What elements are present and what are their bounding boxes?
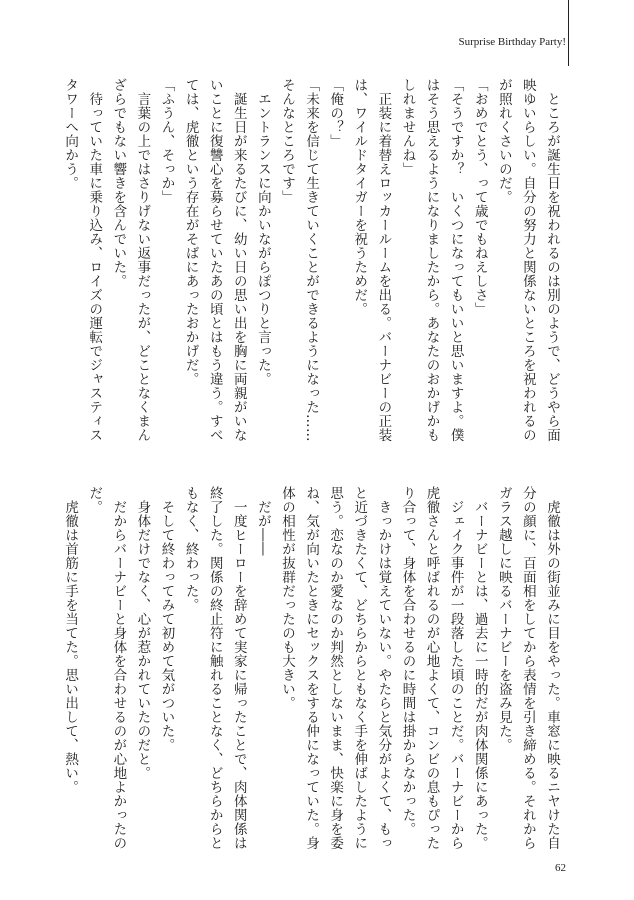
text-line: 思う。恋なのか愛なのか判然としないまま、快楽に身を委 [327, 486, 344, 850]
text-line: ジェイク事件が一段落した頃のことだ。バーナビーから [447, 486, 464, 850]
text-line: だ。 [86, 486, 103, 514]
running-header: Surprise Birthday Party! [458, 36, 566, 48]
header-rule [568, 0, 569, 66]
text-line: だが―― [254, 486, 271, 556]
text-line: と近づきたくて、どちらからともなく手を伸ばしたように [351, 486, 368, 850]
text-line: 映ゆいらしい。自分の努力と関係ないところを祝われるの [519, 78, 536, 442]
text-line: もなく、終わった。 [182, 486, 199, 612]
text-line: ざらでもない響きを含んでいた。 [110, 78, 127, 288]
text-line: そんなところです」 [278, 78, 295, 204]
text-line: 「おめでとう、って歳でもねえしさ」 [471, 78, 488, 316]
text-line: 「未来を信じて生きていくことができるようになった…… [303, 78, 320, 442]
text-line: エントランスに向かいながらぽつりと言った。 [254, 78, 271, 386]
upper-text-block [62, 78, 564, 442]
text-line: 「ふうん、そっか」 [158, 78, 175, 204]
text-line: 分の顔に、百面相をしてから表情を引き締める。それから [519, 486, 536, 850]
text-line: いことに復讐心を募らせていたあの頃とはもう違う。すべ [206, 78, 223, 442]
text-line: ね、気が向いたときにセックスをする仲になっていた。身 [303, 486, 320, 850]
text-line: 「そうですか？ いくつになってもいいと思いますよ。僕 [447, 78, 464, 442]
text-line: ガラス越しに映るバーナビーを盗み見た。 [495, 486, 512, 752]
text-line: が照れくさいのだ。 [495, 78, 512, 204]
text-line: 正装に着替えロッカールームを出る。バーナビーの正装 [375, 78, 392, 442]
text-line: しれませんね」 [399, 78, 416, 176]
page-number: 62 [555, 862, 566, 874]
text-line: 身体だけでなく、心が惹かれていたのだと。 [134, 486, 151, 780]
text-line: 終了した。関係の終止符に触れることなく、どちらからと [206, 486, 223, 850]
text-line: は、ワイルドタイガーを祝うためだ。 [351, 78, 368, 316]
text-line: り合って、身体を合わせるのに時間は掛からなかった。 [399, 486, 416, 836]
text-line: 一度ヒーローを辞めて実家に帰ったことで、肉体関係は [230, 486, 247, 850]
text-line: 虎徹は外の街並みに目をやった。車窓に映るニヤけた自 [544, 486, 560, 850]
text-line: タワーへ向かう。 [62, 78, 79, 190]
lower-text-block [62, 486, 564, 850]
text-line: 体の相性が抜群だったのも大きい。 [278, 486, 295, 710]
text-line: ところが誕生日を祝われるのは別のようで、どうやら面 [544, 78, 560, 442]
text-line: 誕生日が来るたびに、幼い日の思い出を胸に両親がいな [230, 78, 247, 442]
text-line: 待っていた車に乗り込み、ロイズの運転でジャスティス [86, 78, 103, 442]
text-line: そして終わってみて初めて気がついた。 [158, 486, 175, 752]
text-line: はそう思えるようになりましたから。あなたのおかげかも [423, 78, 440, 442]
text-line: 言葉の上ではさりげない返事だったが、どことなくまん [134, 78, 151, 442]
text-line: きっかけは覚えていない。やたらと気分がよくて、もっ [375, 486, 392, 850]
text-line: 虎徹さんと呼ばれるのが心地よくて、コンビの息もぴった [423, 486, 440, 850]
text-line: バーナビーとは、過去に一時的だが肉体関係にあった。 [471, 486, 488, 850]
text-line: 「俺の？」 [327, 78, 344, 148]
text-line: 虎徹は首筋に手を当てた。思い出して、熱い。 [62, 486, 79, 794]
text-line: だからバーナビーと身体を合わせるのが心地よかったの [110, 486, 127, 850]
text-line: ては、虎徹という存在がそばにあったおかげだ。 [182, 78, 199, 386]
